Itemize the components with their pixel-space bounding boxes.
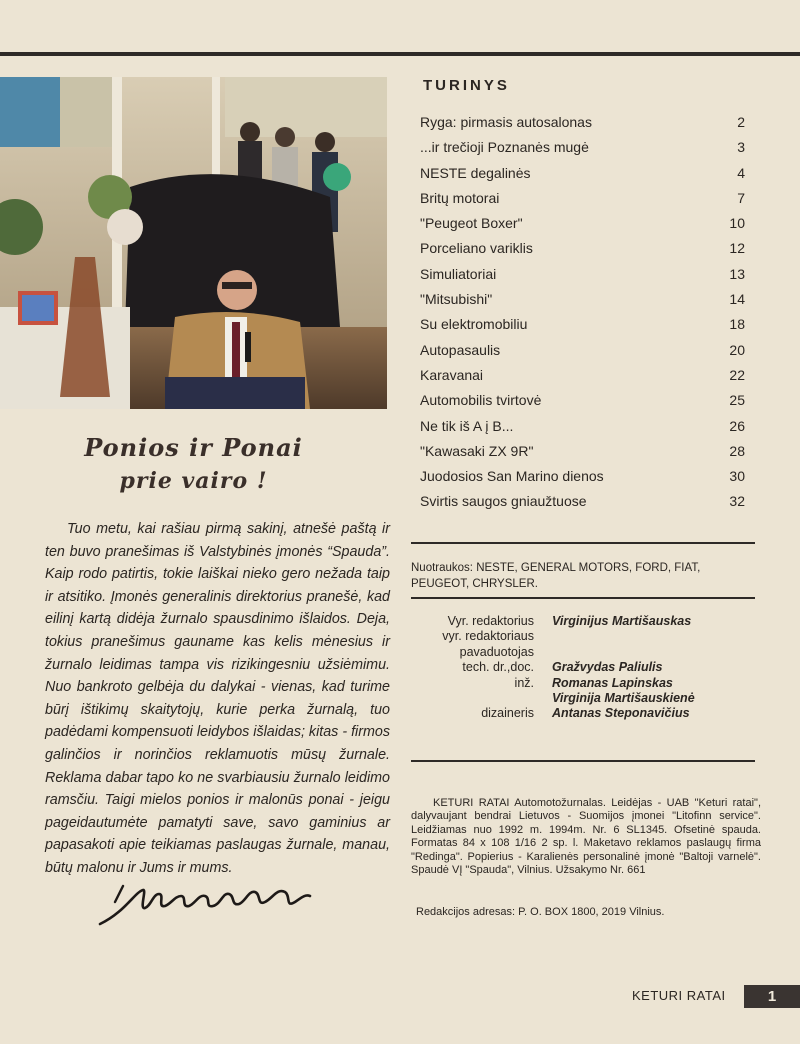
toc-item[interactable] (420, 365, 745, 390)
divider-rule (411, 597, 755, 599)
staff-role: pavaduotojas (459, 644, 534, 659)
staff-role: Vyr. redaktorius (447, 614, 534, 628)
toc-item-page: 14 (729, 291, 745, 308)
toc-item[interactable] (420, 390, 745, 415)
imprint (411, 797, 761, 877)
staff-role: inž. (514, 675, 534, 690)
staff-name: Romanas Lapinskas (552, 675, 673, 690)
staff-row (411, 691, 761, 706)
toc-item-page: 3 (737, 139, 745, 156)
greeting-line-2: prie vairo ! (119, 468, 268, 494)
toc-item[interactable] (420, 441, 745, 466)
staff-row (411, 614, 761, 629)
toc-item-page: 13 (729, 265, 745, 282)
toc-item[interactable] (420, 491, 745, 516)
toc-item-title: Juodosios San Marino dienos (420, 468, 604, 485)
photo-credits-line: Nuotraukos: NESTE, GENERAL MOTORS, FORD, FIAT, (411, 562, 701, 574)
staff-row (411, 645, 761, 660)
footer-magazine-name: KETURI RATAI (632, 988, 726, 1003)
toc-item-title: Automobilis tvirtovė (420, 392, 542, 409)
toc-item-title: Simuliatoriai (420, 265, 497, 282)
toc-item-title: Ryga: pirmasis autosalonas (420, 114, 592, 130)
toc-item-title: Britų motorai (420, 189, 500, 206)
toc-item[interactable] (420, 137, 745, 162)
editorial-staff (411, 614, 761, 722)
page-number: 1 (744, 985, 800, 1008)
toc-item[interactable] (420, 289, 745, 314)
toc-item[interactable] (420, 112, 745, 137)
toc-item-title: Karavanai (420, 366, 484, 383)
toc-item-page: 20 (729, 341, 745, 358)
toc-item-page: 10 (729, 215, 745, 232)
staff-row (411, 660, 761, 675)
toc-item-title: Su elektromobiliu (420, 316, 528, 333)
photo-illustration (0, 77, 387, 409)
toc-item[interactable] (420, 264, 745, 289)
toc-item-page: 28 (729, 442, 745, 459)
editor-photo (0, 77, 387, 409)
toc-item-title: "Kawasaki ZX 9R" (420, 442, 534, 459)
editorial-address: Redakcijos adresas: P. O. BOX 1800, 2019 Vilnius. (416, 906, 665, 918)
toc-item-page: 22 (729, 366, 745, 383)
toc-item-title: "Mitsubishi" (420, 291, 493, 308)
toc-item-title: Ne tik iš A į B... (420, 417, 514, 434)
toc-item-title: Svirtis saugos gniaužtuose (420, 493, 587, 510)
divider-rule (411, 542, 755, 544)
toc-item-page: 18 (729, 316, 745, 333)
staff-name: Antanas Steponavičius (552, 706, 690, 721)
toc-item-page: 2 (737, 114, 745, 130)
toc-item-page: 4 (737, 164, 745, 181)
staff-role: dizaineris (481, 706, 534, 721)
toc-item[interactable] (420, 340, 745, 365)
staff-name: Virginijus Martišauskas (552, 614, 692, 628)
top-rule (0, 52, 800, 56)
staff-name: Virginija Martišauskienė (552, 691, 695, 706)
toc-item[interactable] (420, 213, 745, 238)
signature-graphic (95, 872, 315, 932)
toc-item-title: Autopasaulis (420, 341, 501, 358)
toc-item[interactable] (420, 163, 745, 188)
toc-item-page: 25 (729, 392, 745, 409)
staff-role: tech. dr.,doc. (462, 660, 534, 675)
editorial-paragraph: Tuo metu, kai rašiau pirmą sakinį, atnešė paštą ir ten buvo pranešimas iš Valstybinės įmonės “Spauda”. Kaip rodo patirtis, tokie laiškai nieko gero nežada taip ir atsitiko. Įmonės generalinis direktorius pranešė, kad eilinį kartą didėja žurnalo spausdinimo išlaidos. Deja, tokius pranešimus gauname kas kelis mėnesius ir žurnalo leidimas tampa vis rizikingesniu užsiėmimu. Nuo bankroto gelbėja du dalykai - vienas, kad turime būrį ištikimų skaitytojų, kurie perka žurnalą, tuo padėdami kompensuoti leidybos išlaidas; kitas - firmos galinčios ir norinčios reklamuotis mūsų žurnale. Reklama dabar tapo ko ne svarbiausiu žurnalo leidimo ramsčiu. Taigi mielos ponios ir malonūs ponai - jeigu pageidautumėte pamatyti save, savo gaminius ar papasakoti apie teikiamas paslaugas žurnale, manau, būtų malonu ir Jums ir mums. (45, 521, 390, 876)
toc-item-title: ...ir trečioji Poznanės mugė (420, 139, 589, 156)
imprint-text: KETURI RATAI Automotožurnalas. Leidėjas - UAB "Keturi ratai", dalyvaujant bendrai Lietuvos - Suomijos įmonei "Litofinn service". Leidžiamas nuo 1992 m. 1994m. Nr. 6 SL1345. Ofsetinė spauda. Formatas 84 x 108 1/16 2 sp. l. Maketavo reklamos paslaugų firma "Redinga". Popierius - Karalienės personalinė įmonė "Baltoji varnelė". Spaudė VĮ "Spauda", Vilnius. Užsakymo Nr. 661 (411, 797, 761, 877)
toc-item-title: "Peugeot Boxer" (420, 215, 523, 232)
toc-item-page: 7 (737, 189, 745, 206)
staff-role (411, 691, 552, 706)
editorial-text (45, 518, 390, 880)
toc-item[interactable] (420, 188, 745, 213)
greeting-line-1: Ponios ir Ponai (84, 433, 303, 462)
staff-row (411, 676, 761, 691)
toc-item[interactable] (420, 466, 745, 491)
staff-row (411, 629, 761, 644)
toc-item-page: 30 (729, 468, 745, 485)
toc-item-page: 26 (729, 417, 745, 434)
toc-item-title: Porceliano variklis (420, 240, 533, 257)
toc-item-page: 32 (729, 493, 745, 510)
staff-name: Gražvydas Paliulis (552, 660, 663, 675)
toc-item-page: 12 (729, 240, 745, 257)
photo-credits-line: PEUGEOT, CHRYSLER. (411, 578, 538, 590)
photo-credits (411, 560, 756, 592)
toc-item-title: NESTE degalinės (420, 164, 531, 181)
staff-row (411, 706, 761, 721)
table-of-contents (420, 112, 745, 517)
toc-title: TURINYS (423, 77, 510, 94)
divider-rule (411, 760, 755, 762)
toc-item[interactable] (420, 238, 745, 263)
toc-item[interactable] (420, 416, 745, 441)
toc-item[interactable] (420, 314, 745, 339)
staff-role: vyr. redaktoriaus (442, 629, 534, 644)
